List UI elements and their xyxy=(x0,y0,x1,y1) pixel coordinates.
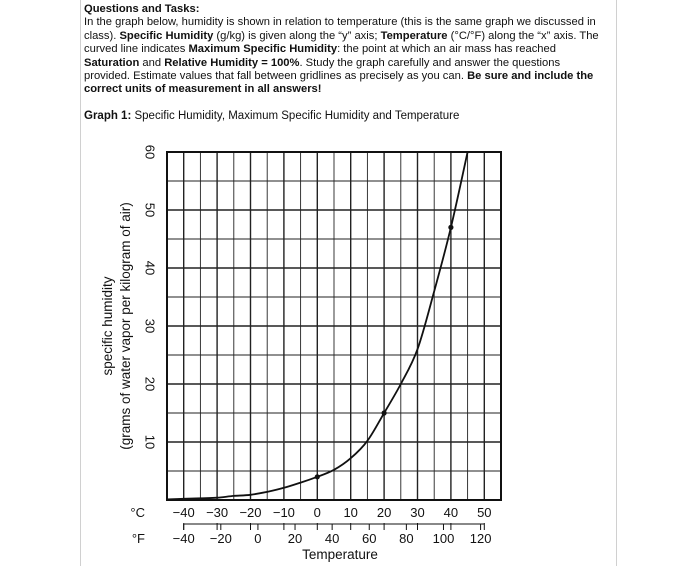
intro-segment: In the graph below, humidity is shown in relation to temperature (this is the same graph we discussed in class). xyxy=(84,16,596,42)
x-tick-label-celsius: 20 xyxy=(376,505,392,520)
y-tick-label: 40 xyxy=(142,260,158,276)
x-tick-label-fahrenheit: 40 xyxy=(324,531,340,546)
data-point-marker xyxy=(315,474,320,479)
x-tick-label-celsius: 50 xyxy=(477,505,492,520)
intro-segment: . Study the graph carefully and answer the questions provided. Estimate values that fall between gridlines as precisely as you can. xyxy=(84,56,561,83)
intro-segment: Be sure and include the correct units of measurement in all answers! xyxy=(84,70,594,96)
data-point-marker xyxy=(448,225,453,230)
x-tick-label-fahrenheit: 0 xyxy=(254,531,262,546)
x-tick-label-celsius: −30 xyxy=(206,505,229,520)
y-tick-label: 20 xyxy=(142,376,158,392)
y-axis-title-line2: (grams of water vapor per kilogram of air) xyxy=(118,202,133,450)
x-tick-label-fahrenheit: 120 xyxy=(469,531,492,546)
data-point-marker xyxy=(382,410,387,415)
graph-title-text: Specific Humidity, Maximum Specific Humidity and Temperature xyxy=(131,110,460,122)
celsius-unit-label: °C xyxy=(130,505,145,520)
x-tick-label-celsius: −10 xyxy=(272,505,295,520)
x-tick-label-fahrenheit: 20 xyxy=(287,531,303,546)
x-tick-label-fahrenheit: 100 xyxy=(432,531,455,546)
graph-title-label: Graph 1: xyxy=(84,110,132,122)
heading: Questions and Tasks: xyxy=(84,3,200,15)
x-tick-label-celsius: 40 xyxy=(443,505,459,520)
x-axis-title: Temperature xyxy=(302,547,378,562)
y-tick-label: 10 xyxy=(142,434,158,450)
y-tick-label: 30 xyxy=(142,318,158,334)
x-tick-label-celsius: 30 xyxy=(410,505,425,520)
intro-segment: Saturation xyxy=(84,56,140,69)
intro-segment: : the point at which an air mass has reached xyxy=(337,43,556,56)
x-tick-label-fahrenheit: 80 xyxy=(399,531,414,546)
x-tick-label-celsius: 0 xyxy=(313,505,321,520)
x-tick-label-celsius: −20 xyxy=(239,505,262,520)
intro-segment: (°C/°F) along the “x” axis. The curved line indicates xyxy=(84,29,599,56)
x-tick-label-fahrenheit: −20 xyxy=(209,531,232,546)
fahrenheit-unit-label: °F xyxy=(131,531,145,546)
intro-segment: (g/kg) is given along the “y” axis; xyxy=(213,29,381,42)
y-tick-label: 60 xyxy=(142,144,158,160)
intro-segment: Temperature xyxy=(380,29,448,42)
y-axis-title-line1: specific humidity xyxy=(100,276,115,376)
intro-segment: Specific Humidity xyxy=(119,29,214,42)
intro-segment: Maximum Specific Humidity xyxy=(188,43,338,56)
x-tick-label-celsius: 10 xyxy=(343,505,358,520)
x-tick-label-fahrenheit: 60 xyxy=(362,531,377,546)
intro-segment: and xyxy=(139,56,165,69)
x-tick-label-celsius: −40 xyxy=(172,505,195,520)
chart-grid xyxy=(167,152,501,500)
y-tick-label: 50 xyxy=(142,202,158,218)
intro-segment: Relative Humidity = 100% xyxy=(164,56,300,69)
x-tick-label-fahrenheit: −40 xyxy=(172,531,195,546)
